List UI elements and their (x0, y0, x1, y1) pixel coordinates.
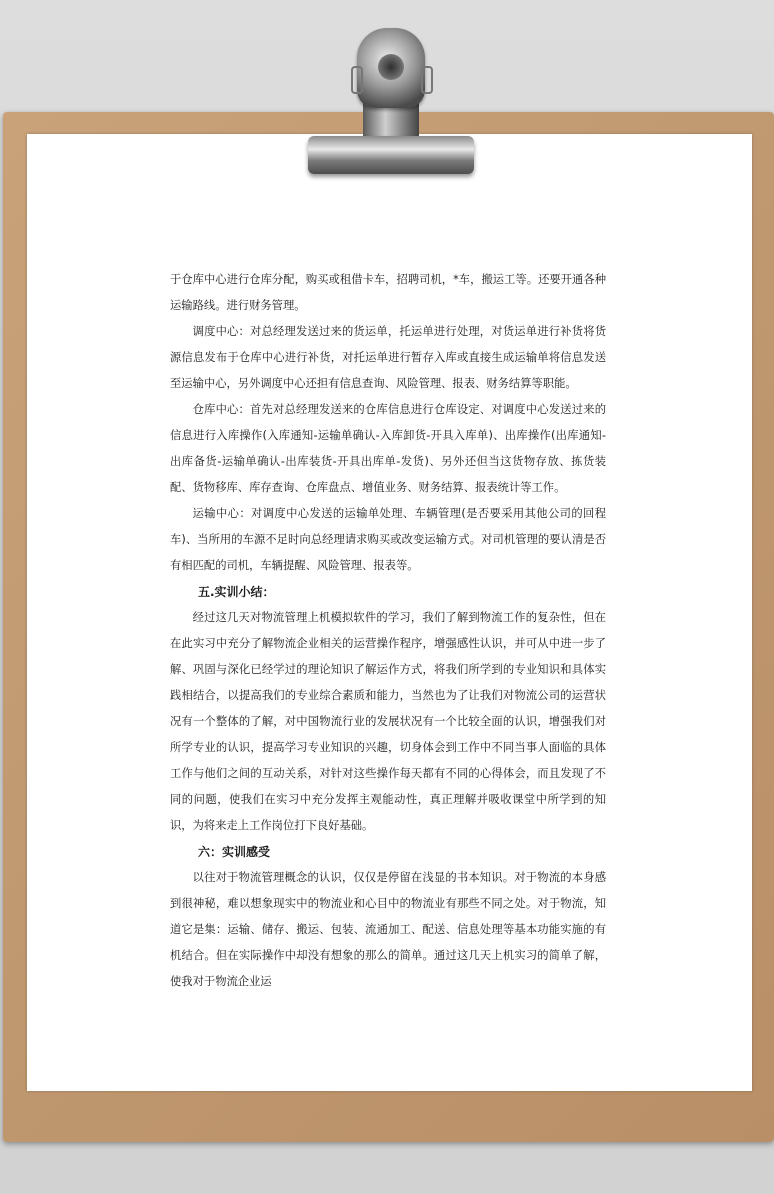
document-body (170, 267, 606, 995)
paragraph-warehouse-center: 仓库中心：首先对总经理发送来的仓库信息进行仓库设定、对调度中心发送过来的信息进行入库操作(入库通知-运输单确认-入库卸货-开具入库单)、出库操作(出库通知-出库备货-运输单确认-出库装货-开具出库单-发货)、另外还但当这货物存放、拣货装配、货物移库、库存查询、仓库盘点、增值业务、财务结算、报表统计等工作。 (170, 403, 606, 494)
clip-wire-right (421, 66, 433, 94)
paragraph-training-summary: 经过这几天对物流管理上机模拟软件的学习，我们了解到物流工作的复杂性，但在在此实习中充分了解物流企业相关的运营操作程序，增强感性认识，并可从中进一步了解、巩固与深化已经学过的理论知识了解运作方式，将我们所学到的专业知识和具体实践相结合，以提高我们的专业综合素质和能力，当然也为了让我们对物流公司的运营状况有一个整体的了解，对中国物流行业的发展状况有一个比较全面的认识，增强我们对所学专业的认识，提高学习专业知识的兴趣，切身体会到工作中不同当事人面临的具体工作与他们之间的互动关系，对针对这些操作每天都有不同的心得体会，而且发现了不同的问题，使我们在实习中充分发挥主观能动性，真正理解并吸收课堂中所学到的知识，为将来走上工作岗位打下良好基础。 (170, 611, 606, 832)
binder-clip (305, 28, 475, 178)
clip-hole (378, 54, 404, 80)
section-6-heading: 六：实训感受 (198, 845, 271, 859)
paragraph-transport-center: 运输中心：对调度中心发送的运输单处理、车辆管理(是否要采用其他公司的回程车)、当所用的车源不足时向总经理请求购买或改变运输方式。对司机管理的要认清是否有相匹配的司机，车辆提醒、风险管理、报表等。 (170, 507, 606, 572)
section-5-heading: 五.实训小结： (198, 585, 275, 599)
paragraph-warehouse-continued: 于仓库中心进行仓库分配，购买或租借卡车，招聘司机，*车，搬运工等。还要开通各种运输路线。进行财务管理。 (170, 273, 606, 312)
paragraph-training-feelings: 以往对于物流管理概念的认识，仅仅是停留在浅显的书本知识。对于物流的本身感到很神秘，难以想象现实中的物流业和心目中的物流业有那些不同之处。对于物流，知道它是集：运输、储存、搬运、包装、流通加工、配送、信息处理等基本功能实施的有机结合。但在实际操作中却没有想象的那么的简单。通过这几天上机实习的简单了解，使我对于物流企业运 (170, 871, 606, 988)
clip-wire-left (351, 66, 363, 94)
paragraph-dispatch-center: 调度中心：对总经理发送过来的货运单，托运单进行处理，对货运单进行补货将货源信息发布于仓库中心进行补货，对托运单进行暂存入库或直接生成运输单将信息发送至运输中心，另外调度中心还担有信息查询、风险管理、报表、财务结算等职能。 (170, 325, 606, 390)
clip-base (308, 136, 474, 174)
